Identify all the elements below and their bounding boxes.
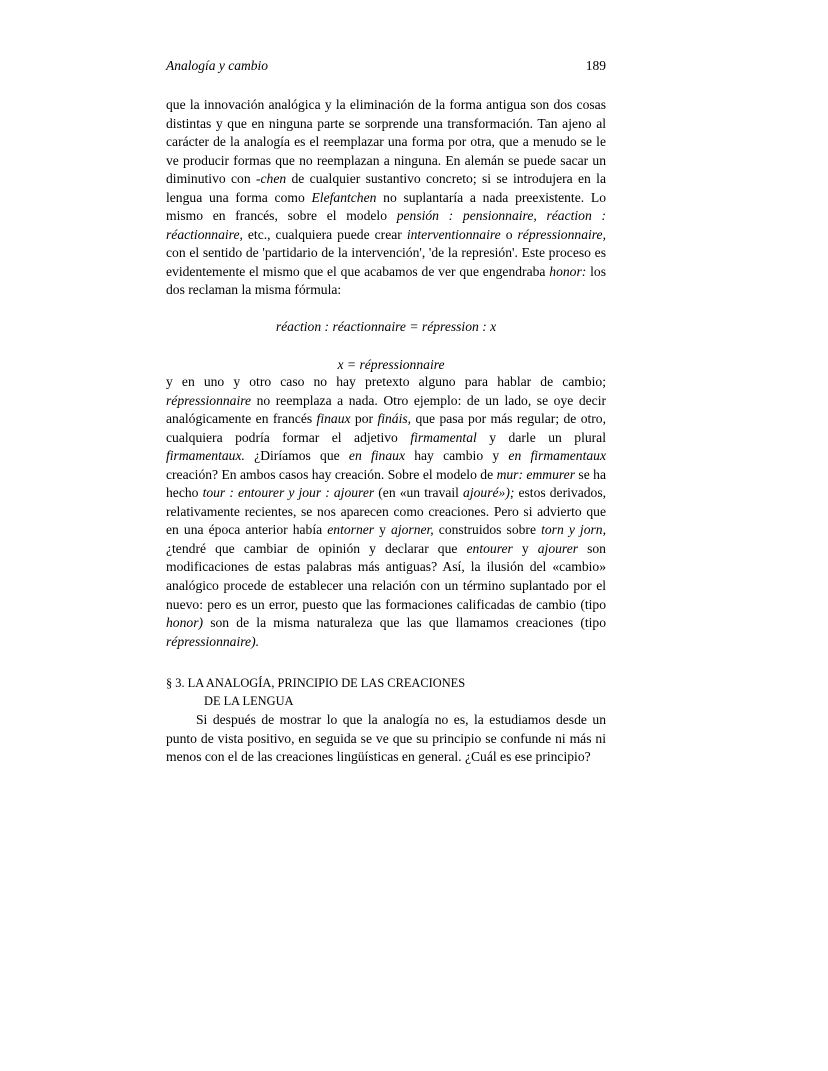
page-content	[166, 58, 606, 767]
section-heading	[166, 675, 606, 711]
formula-1: réaction : réactionnaire = répression : x	[275, 319, 497, 335]
paragraph-1: que la innovación analógica y la eliminación de la forma antigua son dos cosas distintas y que en ninguna parte se sorprende una transformación. Tan ajeno al carácter de la analogía es el reemplazar una forma por otra, que a menudo se le ve producir formas que no reemplazan a ninguna. En alemán se puede sacar un diminutivo con -chen de cualquier sustantivo concreto; si se introdujera en la lengua una forma como Elefantchen no suplantaría a nada preexistente. Lo mismo en francés, sobre el modelo pensión : pensionnaire, réaction : réactionnaire, etc., cualquiera puede crear interventionnaire o répressionnaire, con el sentido de 'partidario de la intervención', 'de la represión'. Este proceso es evidentemente el mismo que el que acabamos de ver que engendraba honor: los dos reclaman la misma fórmula:	[166, 97, 606, 298]
running-head	[166, 58, 606, 74]
section-heading-line-1: § 3. LA ANALOGÍA, PRINCIPIO DE LAS CREACIONES	[166, 676, 466, 691]
formula-2: x = répressionnaire	[337, 357, 445, 373]
running-head-title: Analogía y cambio	[166, 58, 268, 73]
section-heading-line-2: DE LA LENGUA	[204, 694, 294, 709]
paragraph-3: Si después de mostrar lo que la analogía no es, la estudiamos desde un punto de vista positivo, en seguida se ve que su principio se confunde ni más ni menos con el de las creaciones lingüísticas en general. ¿Cuál es ese principio?	[166, 712, 606, 765]
paragraph-2: y en uno y otro caso no hay pretexto alguno para hablar de cambio; répressionnaire no reemplaza a nada. Otro ejemplo: de un lado, se oye decir analógicamente en francés finaux por fináis, que pasa por más regular; de otro, cualquiera podría formar el adjetivo firmamental y darle un plural firmamentaux. ¿Diríamos que en finaux hay cambio y en firmamentaux creación? En ambos casos hay creación. Sobre el modelo de mur: emmurer se ha hecho tour : entourer y jour : ajourer (en «un travail ajouré»); estos derivados, relativamente recientes, se nos aparecen como creaciones. Pero si advierto que en una época anterior había entorner y ajorner, construidos sobre torn y jorn, ¿tendré que cambiar de opinión y declarar que entourer y ajourer son modificaciones de estas palabras más antiguas? Así, la ilusión del «cambio» analógico procede de establecer una relación con un término suplantado por el nuevo: pero es un error, puesto que las formaciones calificadas de cambio (tipo honor) son de la misma naturaleza que las que llamamos creaciones (tipo répressionnaire).	[166, 374, 607, 649]
page-number: 189	[585, 58, 606, 73]
